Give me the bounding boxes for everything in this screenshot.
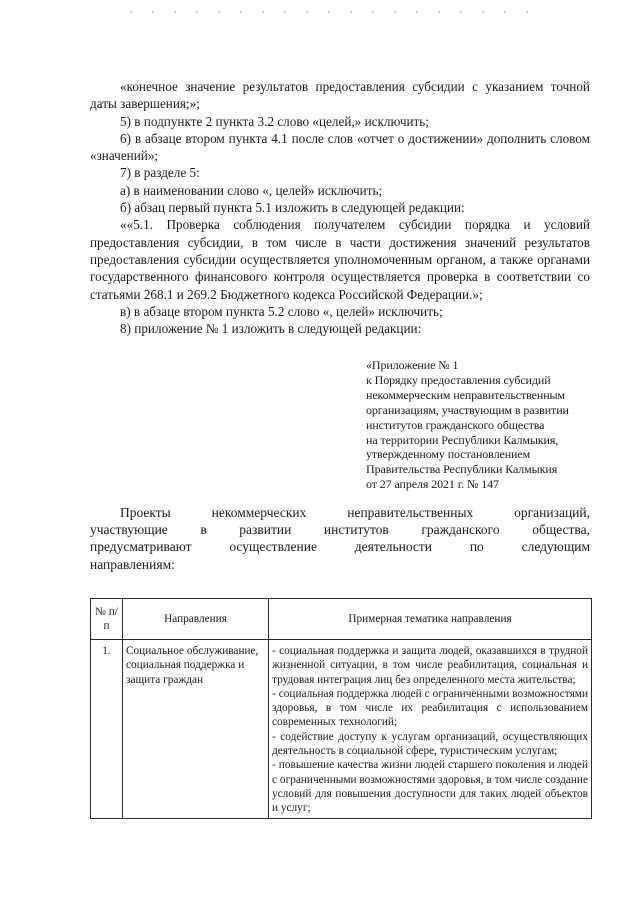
- paragraph: 5) в подпункте 2 пункта 3.2 слово «целей,» исключить;: [120, 113, 429, 129]
- paragraph: 6) в абзаце втором пункта 4.1 после слов «отчет о достижении» дополнить словом «значений»;: [90, 130, 590, 164]
- approval-line: некоммерческим неправительственным: [366, 387, 565, 402]
- intro-line: участвующие в развитии институтов гражданского общества,: [90, 522, 590, 538]
- topic-item: - социальная поддержка людей с ограниченными возможностями здоровья, в том числе их реабилитация с использованием современных технологий;: [272, 687, 588, 729]
- header-topics: Примерная тематика направления: [269, 599, 592, 640]
- paragraph: 8) приложение № 1 изложить в следующей редакции:: [120, 321, 422, 337]
- intro-line: Проекты некоммерческих неправительственных организаций,: [120, 505, 590, 520]
- amendment-text: [90, 78, 590, 337]
- approval-line: организациям, участвующим в развитии: [366, 402, 569, 417]
- approval-line: к Порядку предоставления субсидий: [366, 372, 551, 387]
- paragraph: б) абзац первый пункта 5.1 изложить в следующей редакции:: [120, 200, 465, 216]
- directions-table: [90, 598, 592, 819]
- scan-artifact-dots: [120, 10, 540, 14]
- approval-line: утвержденному постановлением: [366, 447, 531, 462]
- intro-line: предусматривают осуществление деятельности по следующим: [90, 539, 590, 555]
- paragraph: ««5.1. Проверка соблюдения получателем субсидии порядка и условий предоставления субсидии, в том числе в части достижения значений результатов предоставления субсидии осуществляется уполномоченным органом, а также органами государственного финансового контроля осуществляется проверка в соответствии со статьями 268.1 и 269.2 Бюджетного кодекса Российской Федерации.»;: [90, 217, 590, 302]
- topic-item: - социальная поддержка и защита людей, оказавшихся в трудной жизненной ситуации, в том числе реабилитация, социальная и трудовая интеграция лиц без определенного места жительства;: [272, 645, 588, 686]
- header-num: № п/п: [91, 599, 123, 640]
- approval-line: институтов гражданского общества: [366, 417, 545, 432]
- approval-line: «Приложение № 1: [366, 358, 459, 372]
- directions-intro: [90, 504, 590, 573]
- paragraph: а) в наименовании слово «, целей» исключить;: [120, 182, 383, 198]
- paragraph: «конечное значение результатов предоставления субсидии с указанием точной даты завершения;»;: [90, 79, 590, 112]
- approval-line: Правительства Республики Калмыкия: [366, 462, 558, 477]
- table-header-row: [91, 599, 592, 640]
- header-direction: Направления: [123, 599, 269, 640]
- approval-line: от 27 апреля 2021 г. № 147: [366, 477, 499, 492]
- table-row: [91, 640, 592, 819]
- topic-item: - содействие доступу к услугам организаций, осуществляющих деятельность в социальной сфере, туристическим услугам;: [272, 730, 588, 758]
- paragraph: в) в абзаце втором пункта 5.2 слово «, целей» исключить;: [120, 303, 443, 319]
- approval-line: на территории Республики Калмыкия,: [366, 432, 559, 447]
- appendix-approval-block: [366, 358, 606, 492]
- row-topics: [269, 640, 592, 819]
- paragraph: 7) в разделе 5:: [120, 165, 200, 181]
- row-direction: Социальное обслуживание, социальная поддержка и защита граждан: [123, 640, 269, 819]
- topic-item: - повышение качества жизни людей старшего поколения и людей с ограниченными возможностями здоровья, в том числе создание условий для повышения доступности для таких людей объектов и услуг;: [272, 759, 588, 815]
- row-num: 1.: [91, 640, 123, 819]
- intro-line: направлениям:: [90, 556, 175, 572]
